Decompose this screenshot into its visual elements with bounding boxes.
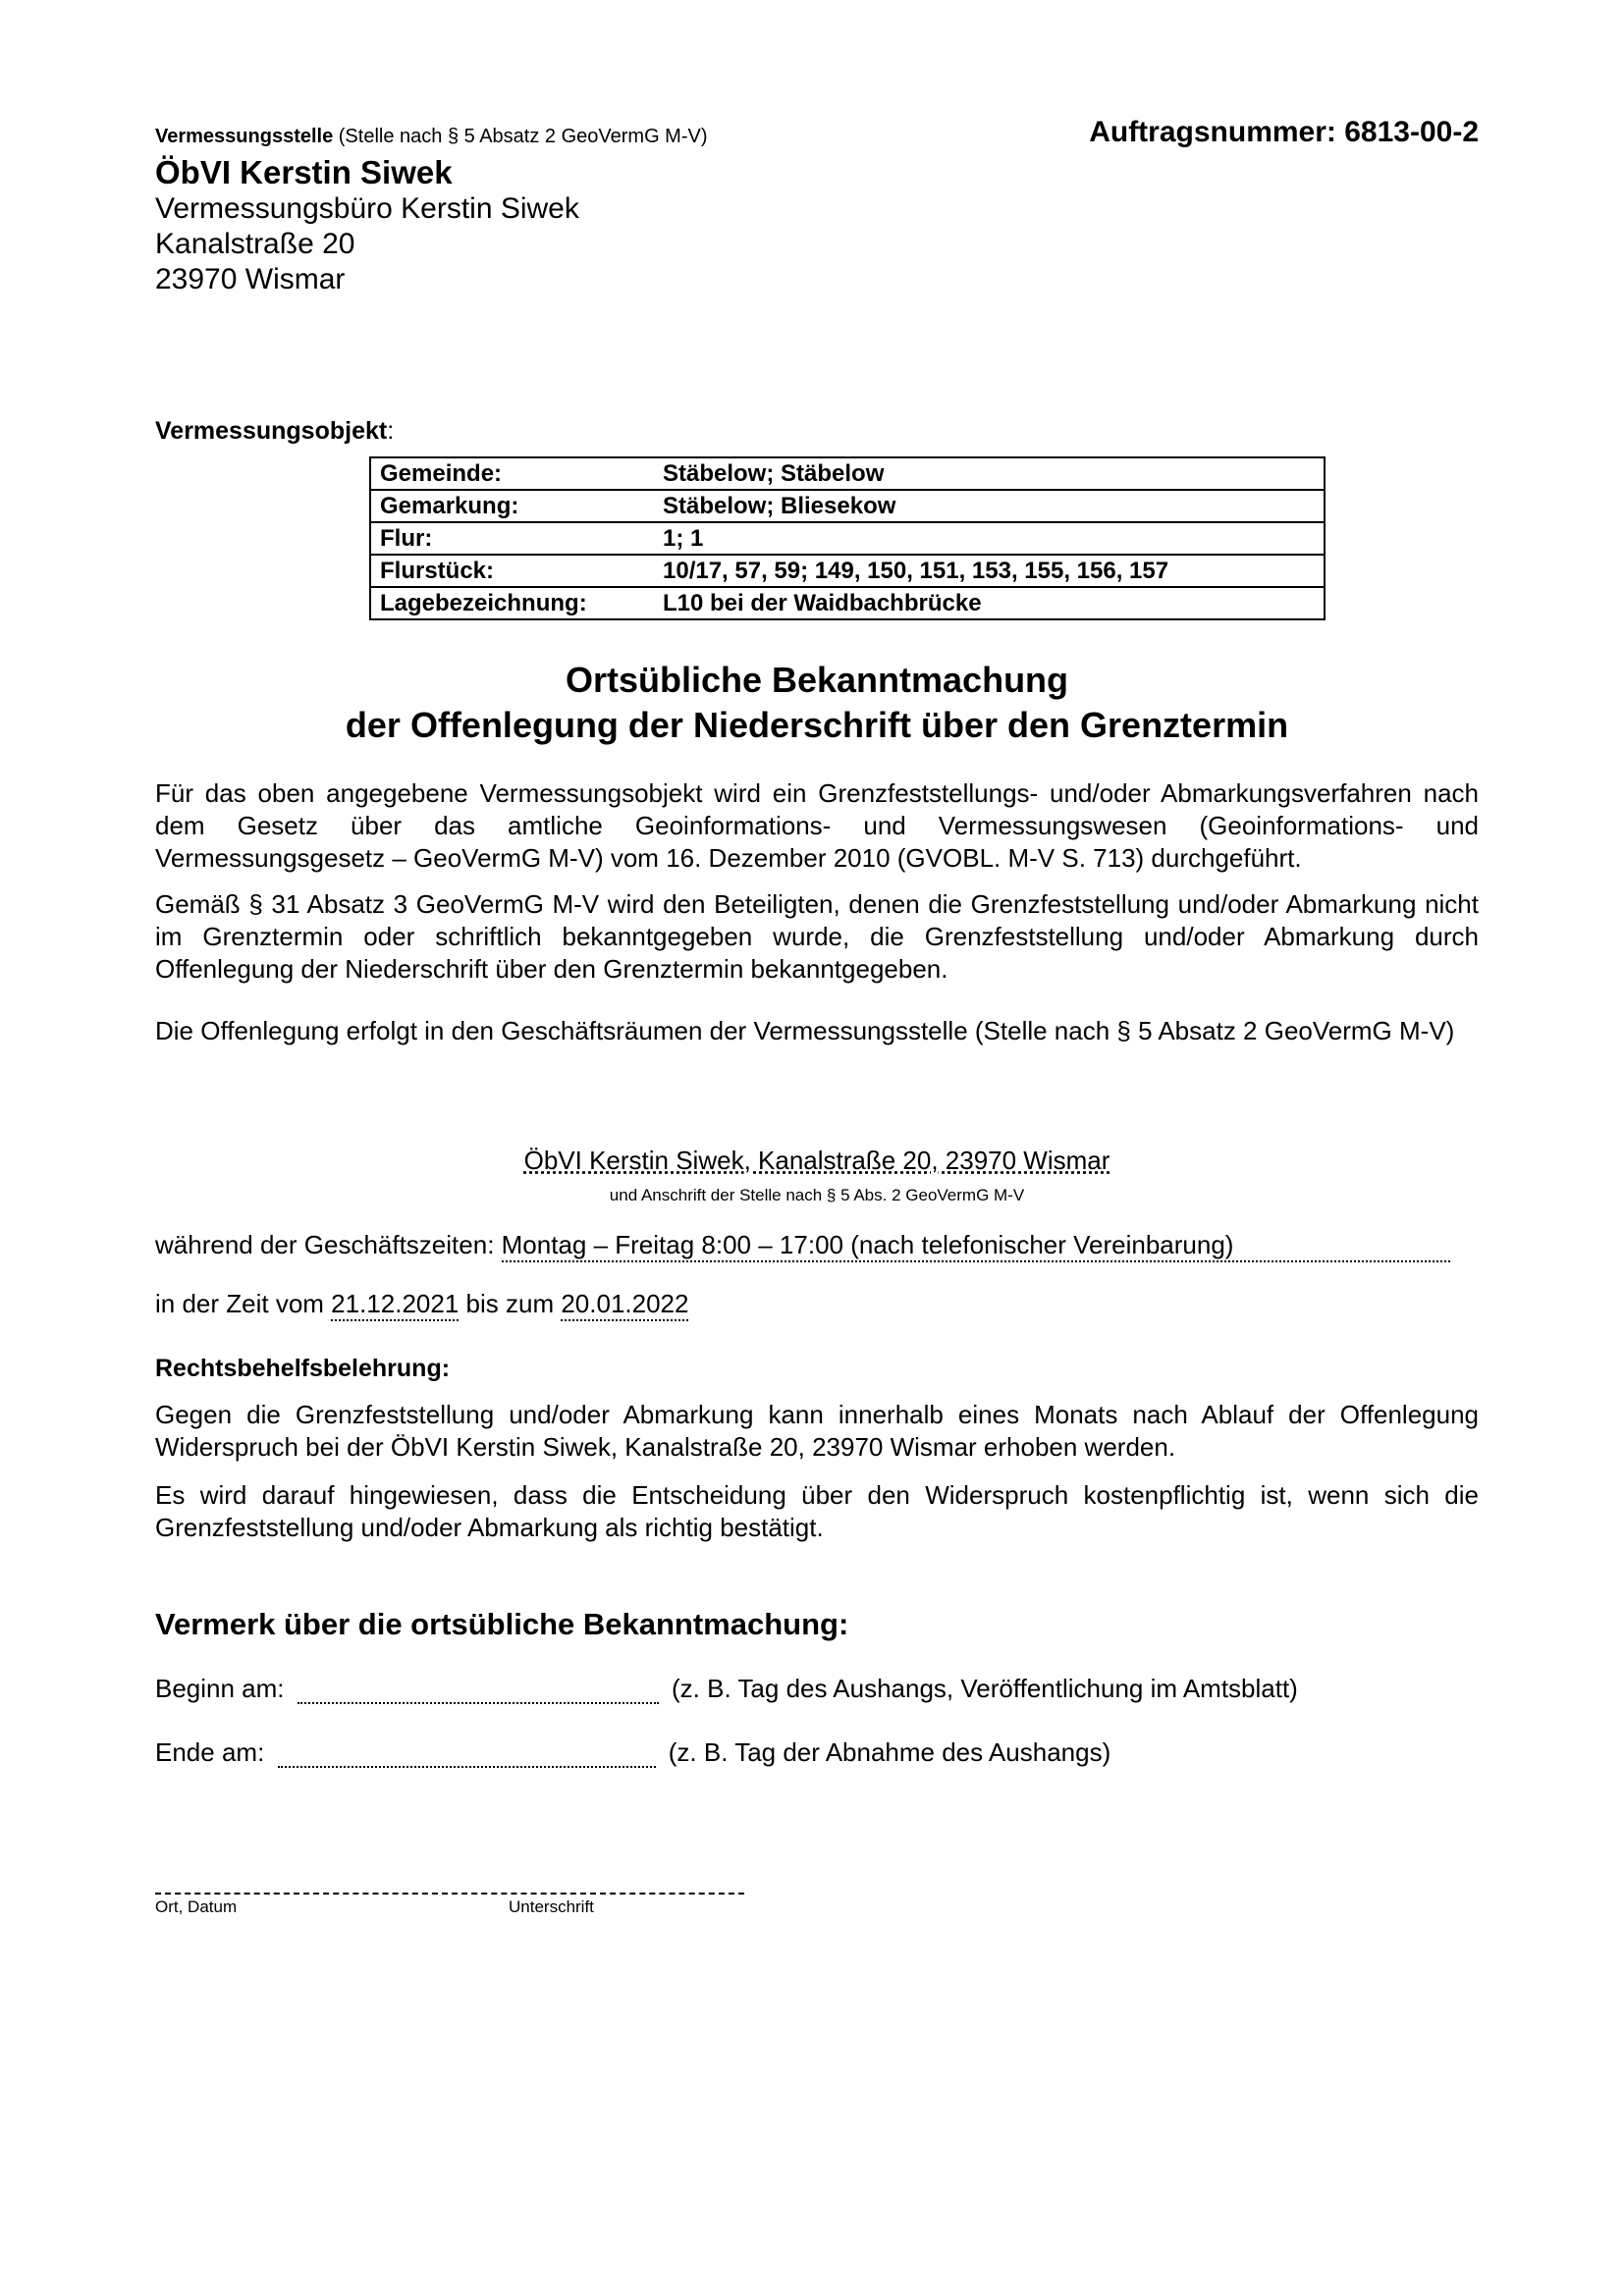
- legal-remedy-heading: Rechtsbehelfsbelehrung:: [155, 1355, 451, 1382]
- title-line-2: der Offenlegung der Niederschrift über den Grenztermin: [345, 705, 1289, 745]
- business-hours-row: [155, 1230, 1479, 1262]
- survey-object-label: Vermessungsobjekt:: [155, 417, 395, 445]
- table-value: 1; 1: [654, 522, 1325, 555]
- table-key: Gemarkung:: [370, 490, 654, 522]
- table-row: [370, 490, 1325, 522]
- period-from: 21.12.2021: [331, 1289, 459, 1321]
- table-value: 10/17, 57, 59; 149, 150, 151, 153, 155, 156, 157: [654, 555, 1325, 587]
- business-hours-label: während der Geschäftszeiten:: [155, 1230, 502, 1259]
- end-row: [155, 1737, 1110, 1768]
- cost-notice-paragraph: Es wird darauf hingewiesen, dass die Entscheidung über den Widerspruch kostenpflichtig ist, wenn sich die Grenzfeststellung und/oder Abmarkung als richtig bestätigt.: [155, 1480, 1479, 1542]
- table-row: [370, 457, 1325, 490]
- disclosure-address: ÖbVI Kerstin Siwek, Kanalstraße 20, 23970 Wismar: [523, 1146, 1110, 1175]
- surveying-office-label: Vermessungsstelle (Stelle nach § 5 Absatz 2 GeoVermG M-V): [155, 126, 708, 147]
- begin-hint: (z. B. Tag des Aushangs, Veröffentlichung im Amtsblatt): [672, 1674, 1298, 1703]
- table-value: Stäbelow; Stäbelow: [654, 457, 1325, 490]
- office-name: ÖbVI Kerstin Siwek: [155, 154, 453, 190]
- office-line-street: Kanalstraße 20: [155, 228, 355, 260]
- end-date-field[interactable]: [278, 1739, 656, 1768]
- end-hint: (z. B. Tag der Abnahme des Aushangs): [668, 1737, 1111, 1767]
- office-line-city: 23970 Wismar: [155, 263, 346, 295]
- disclosure-paragraph: Gemäß § 31 Absatz 3 GeoVermG M-V wird den Beteiligten, denen die Grenzfeststellung und/oder Abmarkung nicht im Grenztermin oder schriftlich bekanntgegeben wurde, die Grenzfeststellung und/oder Abmarkung durch Offenlegung der Niederschrift über den Grenztermin bekanntgegeben.: [155, 889, 1479, 984]
- survey-object-table: [369, 456, 1326, 620]
- order-number: Auftragsnummer: 6813-00-2: [1089, 116, 1479, 148]
- table-row: [370, 555, 1325, 587]
- end-label: Ende am:: [155, 1737, 265, 1767]
- signature-line[interactable]: [155, 1893, 744, 1895]
- table-value: Stäbelow; Bliesekow: [654, 490, 1325, 522]
- document-page: [155, 0, 1479, 2296]
- begin-date-field[interactable]: [298, 1676, 659, 1704]
- business-hours-value: Montag – Freitag 8:00 – 17:00 (nach telefonischer Vereinbarung): [502, 1230, 1450, 1262]
- publication-note-heading: Vermerk über die ortsübliche Bekanntmachung:: [155, 1607, 849, 1641]
- period-to: 20.01.2022: [561, 1289, 688, 1321]
- location-paragraph: Die Offenlegung erfolgt in den Geschäftsräumen der Vermessungsstelle (Stelle nach § 5 Absatz 2 GeoVermG M-V): [155, 1016, 1455, 1045]
- table-key: Gemeinde:: [370, 457, 654, 490]
- document-title: [155, 658, 1479, 748]
- place-date-label: Ort, Datum: [155, 1897, 238, 1916]
- table-row: [370, 522, 1325, 555]
- disclosure-period-row: in der Zeit vom 21.12.2021 bis zum 20.01.2022: [155, 1289, 688, 1321]
- legal-remedy-paragraph: Gegen die Grenzfeststellung und/oder Abmarkung kann innerhalb eines Monats nach Ablauf der Offenlegung Widerspruch bei der ÖbVI Kerstin Siwek, Kanalstraße 20, 23970 Wismar erhoben werden.: [155, 1400, 1479, 1462]
- signature-label: Unterschrift: [509, 1897, 594, 1916]
- begin-row: [155, 1674, 1298, 1704]
- office-line-company: Vermessungsbüro Kerstin Siwek: [155, 192, 579, 225]
- table-key: Flur:: [370, 522, 654, 555]
- begin-label: Beginn am:: [155, 1674, 285, 1703]
- table-key: Flurstück:: [370, 555, 654, 587]
- table-row: [370, 587, 1325, 619]
- table-key: Lagebezeichnung:: [370, 587, 654, 619]
- table-value: L10 bei der Waidbachbrücke: [654, 587, 1325, 619]
- disclosure-address-caption: und Anschrift der Stelle nach § 5 Abs. 2 GeoVermG M-V: [609, 1186, 1025, 1204]
- title-line-1: Ortsübliche Bekanntmachung: [565, 660, 1069, 700]
- intro-paragraph: Für das oben angegebene Vermessungsobjekt wird ein Grenzfeststellungs- und/oder Abmarkungsverfahren nach dem Gesetz über das amtliche Geoinformations- und Vermessungswesen (Geoinformations- und Vermessungsgesetz – GeoVermG M-V) vom 16. Dezember 2010 (GVOBL. M-V S. 713) durchgeführt.: [155, 778, 1479, 873]
